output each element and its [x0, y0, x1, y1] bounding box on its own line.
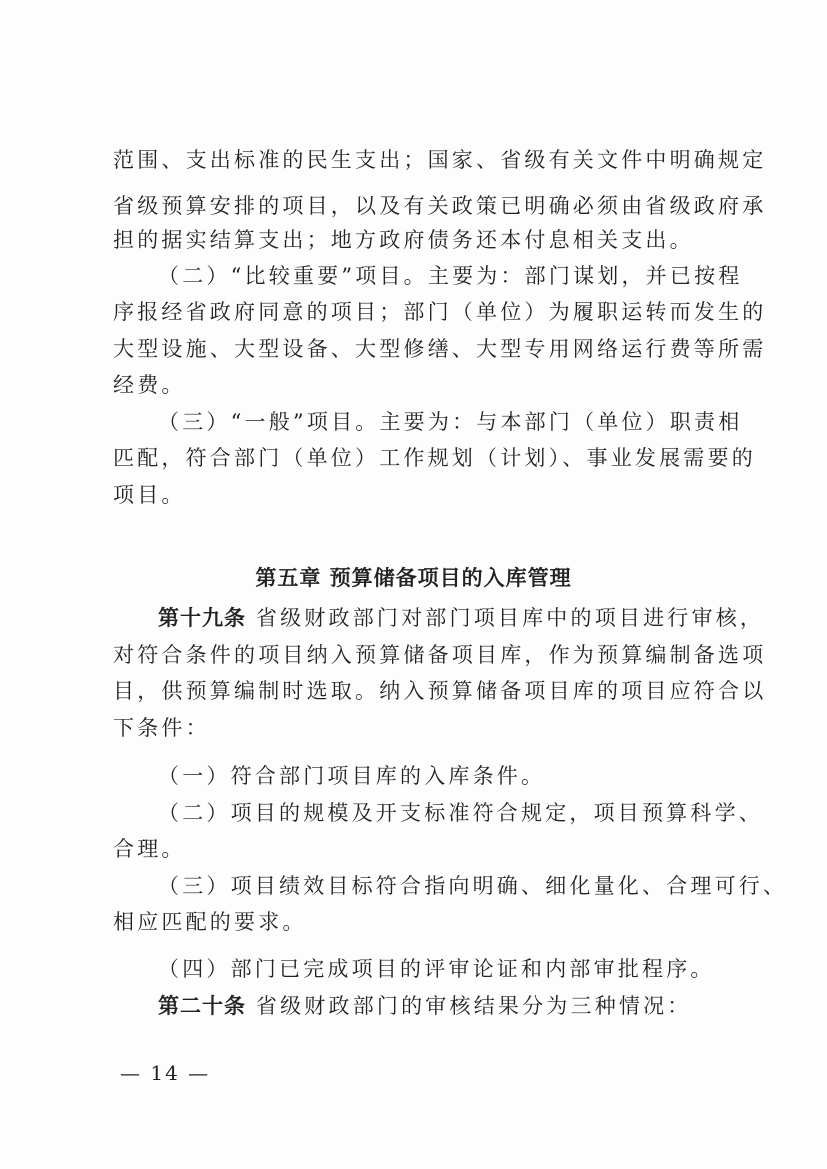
article-20-line — [158, 992, 713, 1020]
text-line: 经费。 — [113, 373, 186, 397]
article-20-label: 第二十条 — [158, 994, 246, 1018]
condition-line: （三）项目绩效目标符合指向明确、细化量化、合理可行、 — [158, 874, 788, 898]
text-line: 项目。 — [113, 483, 186, 507]
text-line: （二）“比较重要”项目。主要为：部门谋划，并已按程 — [158, 264, 743, 288]
text-line: 担的据实结算支出；地方政府债务还本付息相关支出。 — [113, 228, 694, 252]
article-19-first-line — [158, 604, 765, 632]
article-20-text: 省级财政部门的审核结果分为三种情况： — [255, 994, 692, 1018]
text-line: 匹配，符合部门（单位）工作规划（计划）、事业发展需要的 — [113, 446, 756, 470]
text-line: （三）“一般”项目。主要为：与本部门（单位）职责相 — [158, 410, 743, 434]
condition-line: （二）项目的规模及开支标准符合规定，项目预算科学、 — [158, 801, 763, 825]
text-line: 目，供预算编制时选取。纳入预算储备项目库的项目应符合以 — [113, 679, 767, 703]
condition-line: （一）符合部门项目库的入库条件。 — [158, 764, 546, 788]
text-line: 下条件： — [113, 716, 210, 740]
text-line: 大型设施、大型设备、大型修缮、大型专用网络运行费等所需 — [113, 337, 767, 361]
condition-line: 相应匹配的要求。 — [113, 910, 307, 934]
text-line: 省级预算安排的项目，以及有关政策已明确必须由省级政府承 — [113, 194, 767, 218]
article-19-text: 省级财政部门对部门项目库中的项目进行审核， — [255, 606, 765, 630]
chapter-title: 第五章 预算储备项目的入库管理 — [255, 566, 572, 590]
text-line: 范围、支出标准的民生支出；国家、省级有关文件中明确规定 — [113, 148, 767, 172]
page-number: — 14 — — [120, 1061, 211, 1085]
text-line: 序报经省政府同意的项目；部门（单位）为履职运转而发生的 — [113, 300, 767, 324]
article-19-label: 第十九条 — [158, 606, 246, 630]
text-line: 对符合条件的项目纳入预算储备项目库，作为预算编制备选项 — [113, 643, 767, 667]
condition-line: （四）部门已完成项目的评审论证和内部审批程序。 — [158, 957, 715, 981]
condition-line: 合理。 — [113, 837, 186, 861]
